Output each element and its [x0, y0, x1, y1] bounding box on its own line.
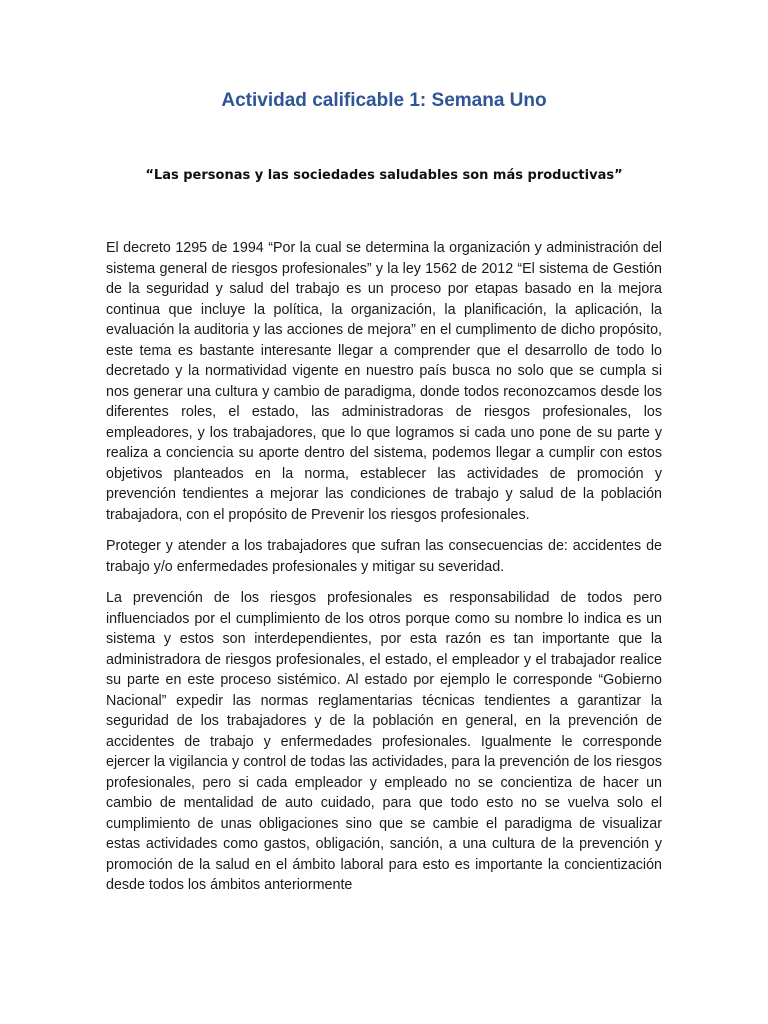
document-subtitle-quote: “Las personas y las sociedades saludables son más productivas” — [145, 168, 623, 183]
paragraph-proteger: Proteger y atender a los trabajadores que sufran las consecuencias de: accidentes de trabajo y/o enfermedades profesionales y mitigar su severidad. — [106, 538, 662, 575]
document-title: Actividad calificable 1: Semana Uno — [221, 90, 547, 111]
document-body — [106, 238, 662, 907]
paragraph-prevencion: La prevención de los riesgos profesionales es responsabilidad de todos pero influenciados por el cumplimiento de los otros porque como su nombre lo indica es un sistema y estos son interdependientes, por esta razón es tan importante que la administradora de riesgos profesionales, el estado, el empleador y el trabajador realice su parte en este proceso sistémico. Al estado por ejemplo le corresponde “Gobierno Nacional” expedir las normas reglamentarias técnicas tendientes a garantizar la seguridad de los trabajadores y de la población en general, en la prevención de accidentes de trabajo y enfermedades profesionales. Igualmente le corresponde ejercer la vigilancia y control de todas las actividades, para la prevención de los riesgos profesionales, pero si cada empleador y empleado no se concientiza de hacer un cambio de mentalidad de auto cuidado, para que todo esto no se vuelva solo el cumplimiento de unas obligaciones sino que se cambie el paradigma de visualizar estas actividades como gastos, obligación, sanción, a una cultura de la prevención y promoción de la salud en el ámbito laboral para esto es importante la concientización desde todos los ámbitos anteriormente — [106, 590, 662, 893]
paragraph-decreto: El decreto 1295 de 1994 “Por la cual se determina la organización y administración del sistema general de riesgos profesionales” y la ley 1562 de 2012 “El sistema de Gestión de la seguridad y salud del trabajo es un proceso por etapas basado en la mejora continua que incluye la política, la organización, la planificación, la aplicación, la evaluación la auditoria y las acciones de mejora” en el cumplimento de dicho propósito, este tema es bastante interesante llegar a comprender que el desarrollo de todo lo decretado y la normatividad vigente en nuestro país busca no solo que se cumpla si nos generar una cultura y cambio de paradigma, donde todos reconozcamos desde los diferentes roles, el estado, las administradoras de riesgos profesionales, los empleadores, y los trabajadores, que lo que logramos si cada uno pone de su parte y realiza a conciencia su aporte dentro del sistema, podemos llegar a cumplir con estos objetivos planteados en la norma, establecer las actividades de promoción y prevención tendientes a mejorar las condiciones de trabajo y salud de la población trabajadora, con el propósito de Prevenir los riesgos profesionales. — [106, 240, 662, 523]
